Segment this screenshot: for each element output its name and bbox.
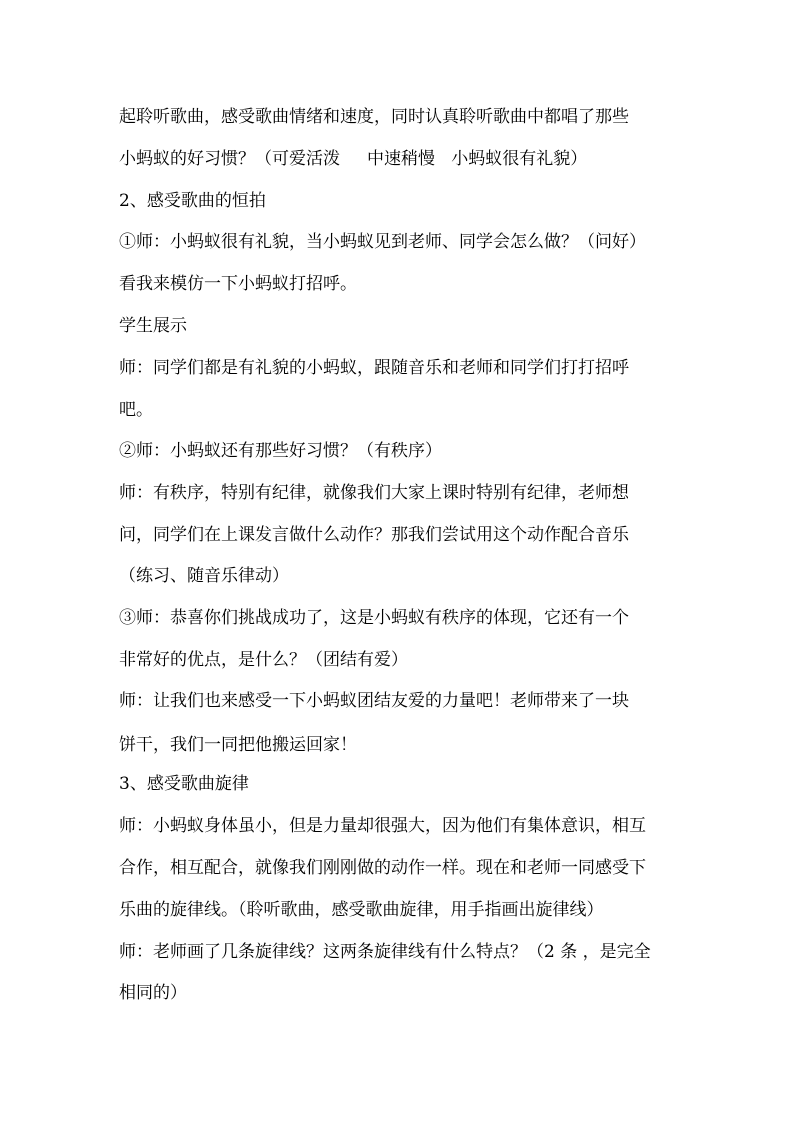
text-line: ①师：小蚂蚁很有礼貌，当小蚂蚁见到老师、同学会怎么做？（问好） (119, 232, 646, 252)
text-line: 看我来模仿一下小蚂蚁打招呼。 (119, 274, 357, 294)
text-line: 师：老师画了几条旋律线？这两条旋律线有什么特点？（2 条 ，是完全 (119, 942, 651, 962)
text-line: 师：有秩序，特别有纪律，就像我们大家上课时特别有纪律，老师想 (119, 483, 629, 503)
text-line: 小蚂蚁的好习惯？（可爱活泼 中速稍慢 小蚂蚁很有礼貌） (119, 149, 588, 169)
text-line: 师：小蚂蚁身体虽小，但是力量却很强大，因为他们有集体意识，相互 (119, 816, 646, 836)
text-line: 合作，相互配合，就像我们刚刚做的动作一样。现在和老师一同感受下 (119, 858, 646, 878)
text-line: ②师：小蚂蚁还有那些好习惯？（有秩序） (119, 441, 442, 461)
text-line: 师：让我们也来感受一下小蚂蚁团结友爱的力量吧！老师带来了一块 (119, 691, 629, 711)
text-line: （练习、随音乐律动） (119, 566, 289, 586)
text-line: 师：同学们都是有礼貌的小蚂蚁，跟随音乐和老师和同学们打打招呼 (119, 358, 629, 378)
text-line: 相同的） (119, 983, 187, 1003)
section-heading: 3、感受歌曲旋律 (119, 774, 249, 794)
text-line: 问，同学们在上课发言做什么动作？那我们尝试用这个动作配合音乐 (119, 525, 629, 545)
text-line: ③师：恭喜你们挑战成功了，这是小蚂蚁有秩序的体现，它还有一个 (119, 608, 629, 628)
text-line: 吧。 (119, 400, 153, 420)
section-heading: 2、感受歌曲的恒拍 (119, 191, 266, 211)
text-line: 起聆听歌曲，感受歌曲情绪和速度，同时认真聆听歌曲中都唱了那些 (119, 107, 629, 127)
text-line: 饼干，我们一同把他搬运回家！ (119, 735, 357, 755)
text-line: 非常好的优点，是什么？（团结有爱） (119, 650, 408, 670)
text-line: 学生展示 (119, 316, 187, 336)
text-line: 乐曲的旋律线。（聆听歌曲，感受歌曲旋律，用手指画出旋律线） (119, 900, 604, 920)
